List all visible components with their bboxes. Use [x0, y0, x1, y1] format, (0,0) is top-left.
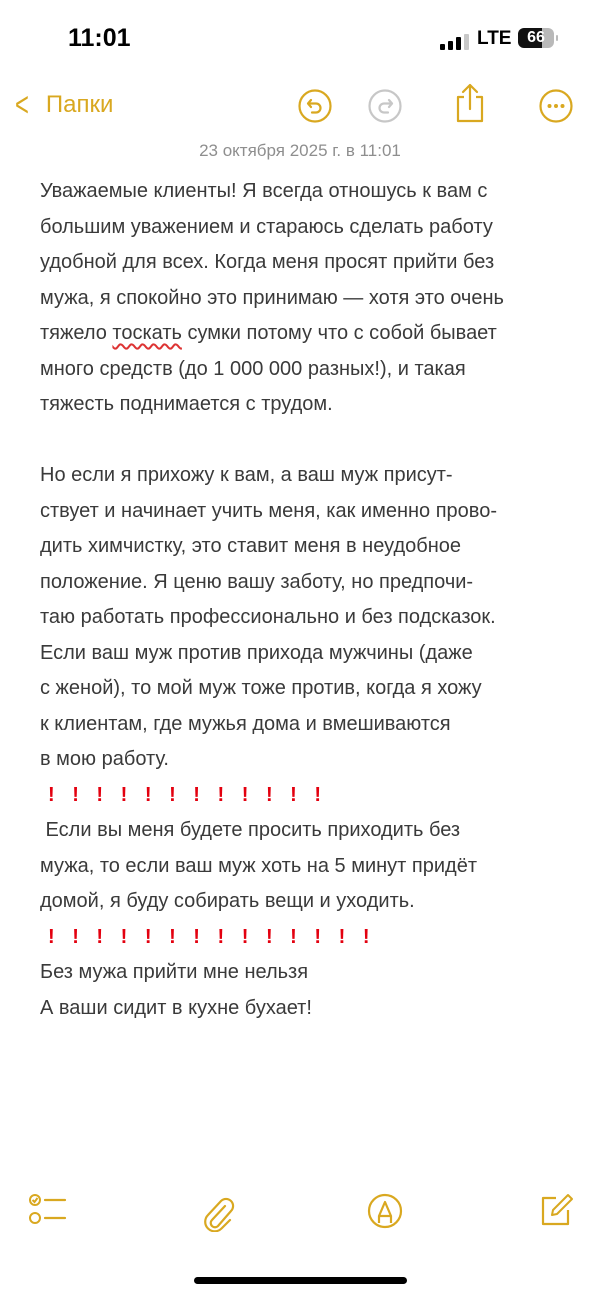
text-line: таю работать профессионально и без подсказок. [40, 606, 496, 628]
text-line: большим уважением и стараюсь сделать работу [40, 215, 493, 238]
back-button[interactable] [12, 86, 114, 124]
note-date: 23 октября 2025 г. в 11:01 [199, 141, 401, 160]
markup-pen-icon[interactable] [366, 1192, 404, 1230]
battery-icon: 66 [518, 28, 554, 48]
exclamation-emoji-row: ! ! ! ! ! ! ! ! ! ! ! ! ! ! [48, 925, 370, 948]
text-line: дить химчистку, это ставит меня в неудобное [40, 535, 461, 557]
text-line: с женой), то мой муж тоже против, когда я хожу [40, 677, 482, 699]
more-icon[interactable] [538, 88, 574, 124]
network-type: LTE [477, 28, 512, 49]
misspelled-word[interactable]: тоскать [112, 322, 182, 344]
text-line: Если вы меня будете просить приходить без [40, 819, 461, 841]
text-line: к клиентам, где мужья дома и вмешиваются [40, 712, 451, 735]
blank-line [40, 423, 580, 459]
text-line: домой, я буду собирать вещи и уходить. [40, 890, 415, 912]
bottom-toolbar [0, 1190, 600, 1234]
home-indicator[interactable] [194, 1277, 407, 1284]
text-line: в мою работу. [40, 748, 169, 770]
text-line: много средств (до 1 000 000 разных!), и такая [40, 357, 466, 380]
text-fragment: сумки потому что с собой бывает [181, 322, 497, 344]
text-line: мужа, я спокойно это принимаю — хотя это очень [40, 286, 504, 309]
text-line: Без мужа прийти мне нельзя [40, 961, 309, 983]
text-line: положение. Я ценю вашу заботу, но предпочи- [40, 570, 474, 593]
attachment-icon[interactable] [200, 1192, 236, 1232]
text-line: Если ваш муж против прихода мужчины (даже [40, 641, 473, 664]
text-line: Уважаемые клиенты! Я всегда отношусь к вам с [40, 180, 488, 202]
text-fragment: тяжело [40, 322, 113, 344]
text-line: мужа, то если ваш муж хоть на 5 минут придёт [40, 854, 477, 877]
exclamation-emoji-row: ! ! ! ! ! ! ! ! ! ! ! ! [48, 783, 322, 806]
text-line: Но если я прихожу к вам, а ваш муж присут- [40, 464, 453, 486]
undo-icon[interactable] [297, 88, 333, 124]
back-label: Папки [45, 91, 114, 118]
nav-bar [0, 86, 600, 130]
text-line: удобной для всех. Когда меня просят прийти без [40, 251, 495, 273]
text-line: А ваши сидит в кухне бухает! [40, 996, 312, 1019]
compose-icon[interactable] [538, 1192, 574, 1228]
signal-icon [440, 34, 469, 50]
text-line [40, 316, 580, 352]
status-bar [0, 24, 600, 58]
note-body[interactable] [40, 174, 580, 1026]
share-icon[interactable] [453, 82, 487, 124]
clock: 11:01 [68, 24, 131, 52]
checklist-icon[interactable] [28, 1192, 68, 1228]
text-line: тяжесть поднимается с трудом. [40, 393, 333, 415]
text-line: ствует и начинает учить меня, как именно прово- [40, 499, 497, 522]
redo-icon[interactable] [367, 88, 403, 124]
chevron-left-icon: < [14, 86, 29, 124]
